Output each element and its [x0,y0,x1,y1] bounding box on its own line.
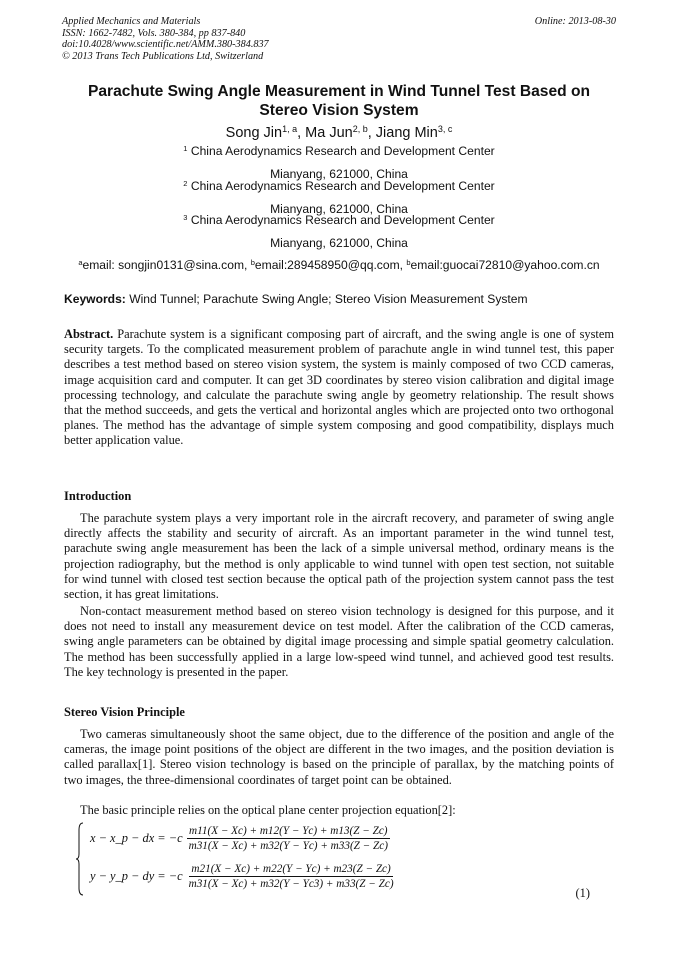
abstract-label: Abstract. [64,327,114,341]
equation-brace [76,822,84,896]
equation-lhs: x − x_p − dx = −c [90,830,183,845]
affiliation-city: Mianyang, 621000, China [270,236,408,250]
equation-row-2 [90,858,396,894]
keywords-label: Keywords: [64,292,126,306]
affiliation-org: China Aerodynamics Research and Development Center [190,213,495,227]
affiliation-1 [62,144,616,181]
journal-header [62,16,616,62]
author-sup: 1, a [282,124,298,135]
equation-row-1 [90,820,390,856]
email-address: email: songjin0131@sina.com, [82,258,251,272]
affiliation-org: China Aerodynamics Research and Development Center [190,179,495,193]
equation-numerator: m11(X − Xc) + m12(Y − Yc) + m13(Z − Zc) [189,824,388,837]
author-sup: 3, c [437,124,453,135]
introduction-paragraph-1: The parachute system plays a very important role in the aircraft recovery, and parameter of swing angle directly affects the stability and security of aircraft. As an important parameter in the wind tunnel test, parachute swing angle measurement has been the lack of a simple universal method, ordinary means is the projection radiography, but the method is only applicable to wind tunnel with open test section, not suitable for wind tunnel with closed test section because the optical path of the projection system cannot pass the test section, it has great limitations. [64,511,614,602]
abstract-text: Parachute system is a significant composing part of aircraft, and the swing angle is one of system security targets. To the complicated measurement problem of parachute angle in wind tunnel test, this paper describes a test method based on stereo vision system, the system is mainly composed of two CCD cameras, image acquisition card and computer. It can get 3D coordinates by stereo vision calibration and digital image processing technology, and calculate the parachute swing angle by geometry relationship. The result shows that the method succeeds, and gets the vertical and horizontal angles which are projected onto two orthogonal planes. The method has the advantage of simple system composing and good compatibility, displays much better application value. [64,327,614,448]
equation-fraction [187,863,396,890]
issn-line: ISSN: 1662-7482, Vols. 380-384, pp 837-840 [62,27,246,39]
equation-denominator: m31(X − Xc) + m32(Y − Yc) + m33(Z − Zc) [188,839,388,852]
paper-title [62,82,616,120]
keywords [64,292,616,306]
copyright-line: © 2013 Trans Tech Publications Ltd, Switzerland [62,50,264,62]
affiliation-city: Mianyang, 621000, China [270,202,408,216]
email-sup: b [250,257,255,267]
author-name: Song Jin [225,125,283,141]
equation-denominator: m31(X − Xc) + m32(Y − Yc3) + m33(Z − Zc) [188,877,394,890]
affiliation-number: 1 [183,143,188,153]
affiliation-city: Mianyang, 621000, China [270,167,408,181]
author-name: Jiang Min [375,125,438,141]
equation-number: (1) [575,886,590,900]
stereo-paragraph-2: The basic principle relies on the optical plane center projection equation[2]: [80,803,456,817]
affiliation-3 [62,213,616,250]
affiliation-2 [62,179,616,216]
equation-numerator: m21(X − Xc) + m22(Y − Yc) + m23(Z − Zc) [191,862,391,875]
introduction-paragraph-2: Non-contact measurement method based on stereo vision technology is designed for this purpose, and it does not need to install any measurement device on test model. After the calibration of the CCD cameras, swing angle parameters can be obtained by digital image processing and simple spatial geometry calculation. The method has been successfully applied in a large low-speed wind tunnel, and achieved good test results. The key technology is presented in the paper. [64,604,614,679]
email-sup: a [78,257,83,267]
projection-equation [76,818,616,898]
doi-line: doi:10.4028/www.scientific.net/AMM.380-384.837 [62,39,269,50]
section-heading-stereo-vision: Stereo Vision Principle [64,705,185,719]
title-line-1: Parachute Swing Angle Measurement in Wind Tunnel Test Based on [87,83,591,100]
title-line-2: Stereo Vision System [259,102,419,119]
author-name: Ma Jun [305,125,353,141]
journal-name: Applied Mechanics and Materials [62,16,201,27]
abstract [64,327,614,449]
online-date: Online: 2013-08-30 [534,16,616,27]
email-address: email:guocai72810@yahoo.com.cn [410,258,600,272]
affiliation-number: 2 [183,178,188,188]
email-address: email:289458950@qq.com, [254,258,407,272]
keywords-text: Wind Tunnel; Parachute Swing Angle; Stereo Vision Measurement System [125,292,528,306]
affiliation-org: China Aerodynamics Research and Development Center [190,144,495,158]
section-heading-introduction: Introduction [64,489,132,503]
author-list: Song Jin$^{1, a}$, Ma Jun$^{2, b}$, Jiang Min$^{3, c}$ [225,124,453,141]
stereo-paragraph-1: Two cameras simultaneously shoot the same object, due to the difference of the position and angle of the cameras, the image point positions of the object are different in the two images, and the position deviation is called parallax[1]. Stereo vision technology is based on the principle of parallax, by the matching points of two images, the three-dimensional coordinates of target point can be obtained. [64,727,614,787]
author-sup: 2, b [352,124,368,135]
email-sup: b [406,257,411,267]
email-list [62,258,616,272]
equation-lhs: y − y_p − dy = −c [90,868,183,883]
equation-fraction [187,825,390,852]
affiliation-number: 3 [183,212,188,222]
